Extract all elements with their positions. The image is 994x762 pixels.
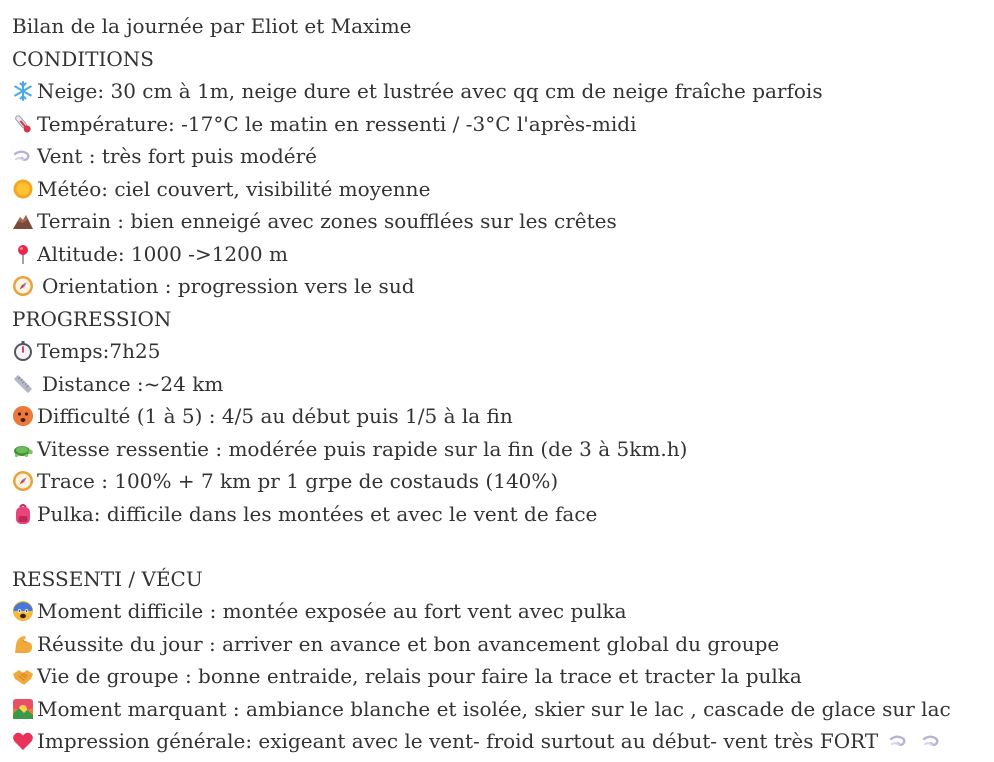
list-item: Trace : 100% + 7 km pr 1 grpe de costauds (140%)	[12, 465, 987, 498]
list-item: Temps:7h25	[12, 335, 987, 368]
blank-line	[12, 530, 987, 563]
sun-icon	[12, 178, 34, 200]
list-item: Difficulté (1 à 5) : 4/5 au début puis 1/5 à la fin	[12, 400, 987, 433]
mountain-icon	[12, 210, 34, 232]
trailing-icons	[888, 730, 946, 752]
wind-icon	[888, 730, 910, 752]
list-item: Impression générale: exigeant avec le vent- froid surtout au début- vent très FORT	[12, 725, 987, 758]
turtle-icon	[12, 438, 34, 460]
compass-icon	[12, 470, 34, 492]
snowflake-icon	[12, 80, 34, 102]
heart-icon	[12, 730, 34, 752]
list-item: Moment difficile : montée exposée au fort vent avec pulka	[12, 595, 987, 628]
fearful-face-icon	[12, 600, 34, 622]
flexed-biceps-icon	[12, 633, 34, 655]
backpack-icon	[12, 503, 34, 525]
list-item: Pulka: difficile dans les montées et avec le vent de face	[12, 498, 987, 531]
list-item: Vent : très fort puis modéré	[12, 140, 987, 173]
message-body	[12, 10, 987, 758]
section-heading-ressenti: RESSENTI / VÉCU	[12, 566, 203, 591]
handshake-icon	[12, 665, 34, 687]
list-item: Terrain : bien enneigé avec zones soufflées sur les crêtes	[12, 205, 987, 238]
list-item: Météo: ciel couvert, visibilité moyenne	[12, 173, 987, 206]
list-item: Moment marquant : ambiance blanche et isolée, skier sur le lac , cascade de glace sur lac	[12, 693, 987, 726]
sunrise-mountains-icon	[12, 698, 34, 720]
face-exhale-icon	[12, 405, 34, 427]
wind-icon	[921, 730, 943, 752]
thermometer-icon	[12, 113, 34, 135]
list-item: Vie de groupe : bonne entraide, relais pour faire la trace et tracter la pulka	[12, 660, 987, 693]
ruler-icon	[12, 373, 34, 395]
list-item: Neige: 30 cm à 1m, neige dure et lustrée avec qq cm de neige fraîche parfois	[12, 75, 987, 108]
compass-icon	[12, 275, 34, 297]
wind-icon	[12, 145, 34, 167]
list-item: Réussite du jour : arriver en avance et bon avancement global du groupe	[12, 628, 987, 661]
page-title: Bilan de la journée par Eliot et Maxime	[12, 14, 412, 38]
list-item: Orientation : progression vers le sud	[12, 270, 987, 303]
stopwatch-icon	[12, 340, 34, 362]
pin-icon	[12, 243, 34, 265]
list-item: Distance :~24 km	[12, 368, 987, 401]
section-heading-progression: PROGRESSION	[12, 306, 172, 331]
list-item: Altitude: 1000 ->1200 m	[12, 238, 987, 271]
section-heading-conditions: CONDITIONS	[12, 46, 154, 71]
list-item: Température: -17°C le matin en ressenti / -3°C l'après-midi	[12, 108, 987, 141]
list-item: Vitesse ressentie : modérée puis rapide sur la fin (de 3 à 5km.h)	[12, 433, 987, 466]
